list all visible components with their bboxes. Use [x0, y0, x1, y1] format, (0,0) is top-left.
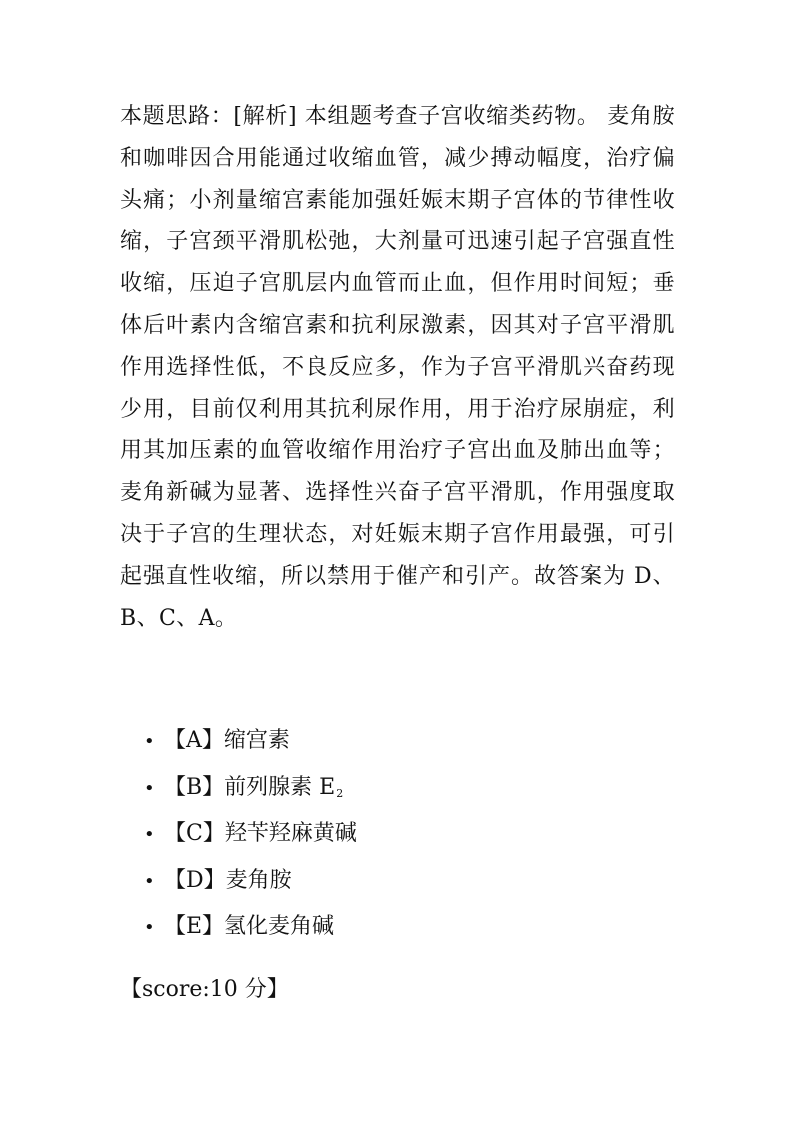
option-item-d [120, 858, 675, 905]
option-subscript: 2 [336, 786, 344, 800]
option-label: 【D】麦角胺 [164, 867, 292, 893]
option-item-b [120, 765, 675, 812]
bullet-icon: • [144, 870, 155, 892]
option-item-e [120, 904, 675, 951]
option-item-a [120, 718, 675, 765]
bullet-icon: • [144, 777, 155, 799]
bullet-icon: • [144, 824, 155, 845]
option-label: 【B】前列腺素 E [164, 774, 336, 800]
option-label: 【A】缩宫素 [164, 728, 290, 753]
bullet-icon: • [144, 731, 155, 752]
bullet-icon: • [144, 917, 155, 938]
option-label: 【E】氢化麦角碱 [164, 914, 335, 939]
option-item-c [120, 811, 675, 858]
score-label: 【score:10 分】 [120, 977, 289, 1002]
option-label: 【C】羟苄羟麻黄碱 [164, 821, 357, 846]
answer-explanation: 本题思路：[解析] 本组题考查子宫收缩类药物。 麦角胺和咖啡因合用能通过收缩血管，减少搏动幅度，治疗偏头痛；小剂量缩宫素能加强妊娠末期子宫体的节律性收缩，子宫颈平滑肌松弛，大剂量可迅速引起子宫强直性收缩，压迫子宫肌层内血管而止血，但作用时间短；垂体后叶素内含缩宫素和抗利尿激素，因其对子宫平滑肌作用选择性低，不良反应多，作为子宫平滑肌兴奋药现少用，目前仅利用其抗利尿作用，用于治疗尿崩症，利用其加压素的血管收缩作用治疗子宫出血及肺出血等；麦角新碱为显著、选择性兴奋子宫平滑肌，作用强度取决于子宫的生理状态，对妊娠末期子宫作用最强，可引起强直性收缩，所以禁用于催产和引产。故答案为 D、B、C、A。 [120, 104, 675, 631]
option-list [120, 718, 675, 951]
